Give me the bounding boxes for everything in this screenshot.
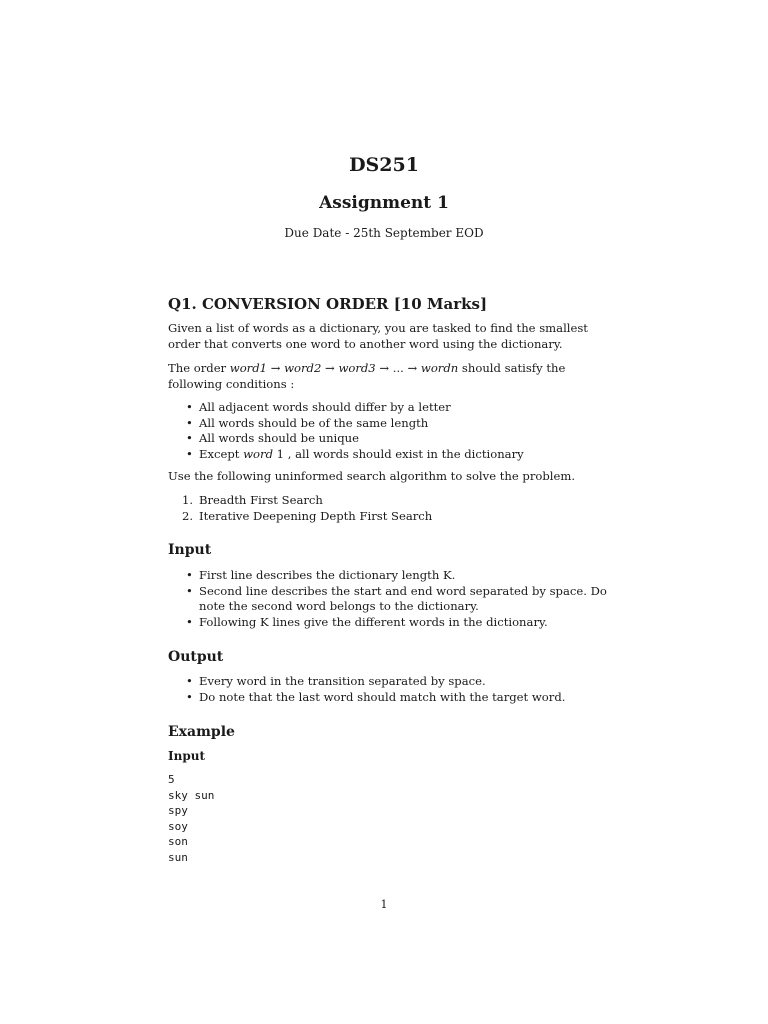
example-input-code: 5 sky sun spy soy son sun <box>168 773 215 864</box>
list-item: • All adjacent words should differ by a letter <box>186 400 626 416</box>
order-prefix: The order <box>168 361 230 375</box>
list-item <box>186 447 626 463</box>
example-heading: Example <box>168 724 235 740</box>
list-item: 1. Breadth First Search <box>182 493 323 507</box>
conditions-list <box>186 400 626 462</box>
input-list <box>186 568 626 630</box>
list-item: • Do note that the last word should match with the target word. <box>186 690 626 706</box>
question-intro: Given a list of words as a dictionary, you are tasked to find the smallest order that converts one word to another word using the dictionary. <box>168 321 588 351</box>
order-suffix: should satisfy the following conditions : <box>168 361 566 391</box>
algorithms-list <box>182 493 626 524</box>
algorithm-intro: Use the following uninformed search algorithm to solve the problem. <box>168 469 576 483</box>
output-heading: Output <box>168 649 224 665</box>
page-number: 1 <box>380 898 388 911</box>
course-title: DS251 <box>349 154 419 176</box>
list-item: • Following K lines give the different words in the dictionary. <box>186 615 626 631</box>
assignment-title: Assignment 1 <box>319 193 449 213</box>
list-item: • First line describes the dictionary length K. <box>186 568 626 584</box>
except-word: word <box>243 446 273 461</box>
list-item: • All words should be unique <box>186 431 626 447</box>
order-expression: word1 → word2 → word3 → ... → wordn <box>229 361 459 375</box>
list-item: • Every word in the transition separated by space. <box>186 674 626 690</box>
question-heading: Q1. CONVERSION ORDER [10 Marks] <box>168 295 488 313</box>
input-heading: Input <box>168 542 212 558</box>
example-input-heading: Input <box>168 749 205 763</box>
due-date: Due Date - 25th September EOD <box>284 226 484 240</box>
list-item: 2. Iterative Deepening Depth First Search <box>182 508 433 523</box>
order-paragraph <box>168 361 608 392</box>
list-item: • Second line describes the start and end word separated by space. Do note the second word belongs to the dictionary. <box>186 584 626 615</box>
except-prefix: Except <box>199 446 244 461</box>
list-item: • All words should be of the same length <box>186 416 626 432</box>
except-suffix: 1 , all words should exist in the dictionary <box>273 446 524 461</box>
output-list <box>186 674 626 705</box>
